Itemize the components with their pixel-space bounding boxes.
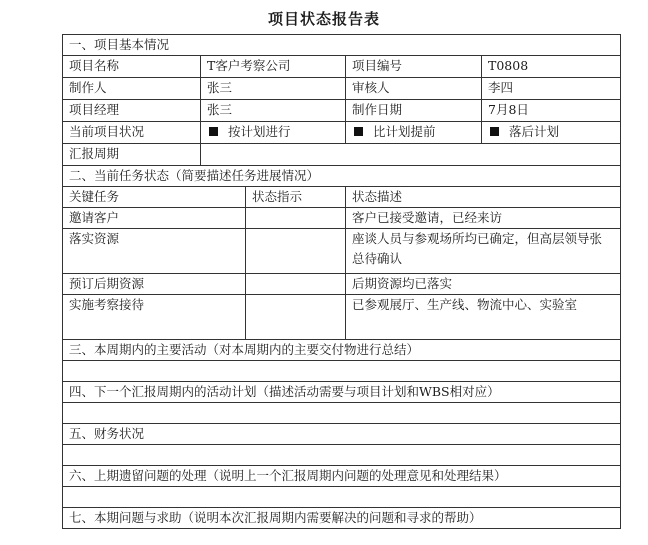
status-option-behind[interactable]: 落后计划 [482, 122, 621, 144]
task-indicator [246, 208, 346, 229]
header-key-task: 关键任务 [63, 187, 246, 208]
finance-content[interactable] [63, 445, 621, 466]
task-name: 落实资源 [63, 229, 246, 274]
task-description: 客户已接受邀请，已经来访 [346, 208, 621, 229]
task-indicator [246, 274, 346, 295]
legacy-issues-content[interactable] [63, 487, 621, 508]
task-indicator [246, 295, 346, 340]
status-label: 当前项目状况 [63, 122, 201, 144]
section-next-plan: 四、下一个汇报周期内的活动计划（描述活动需要与项目计划和WBS相对应） [63, 382, 621, 403]
reviewer-label: 审核人 [346, 78, 482, 100]
project-code-label: 项目编号 [346, 56, 482, 78]
project-code-value: T0808 [482, 56, 621, 78]
section-legacy-issues: 六、上期遗留问题的处理（说明上一个汇报周期内问题的处理意见和处理结果） [63, 466, 621, 487]
next-plan-content[interactable] [63, 403, 621, 424]
task-description: 已参观展厅、生产线、物流中心、实验室 [346, 295, 621, 340]
header-status-description: 状态描述 [346, 187, 621, 208]
filled-checkbox-icon [354, 127, 363, 136]
period-value[interactable] [201, 144, 621, 166]
reviewer-value: 李四 [482, 78, 621, 100]
section-current-issues: 七、本期问题与求助（说明本次汇报周期内需要解决的问题和寻求的帮助） [63, 508, 621, 529]
task-name: 实施考察接待 [63, 295, 246, 340]
period-label: 汇报周期 [63, 144, 201, 166]
header-status-indicator: 状态指示 [246, 187, 346, 208]
date-label: 制作日期 [346, 100, 482, 122]
section-task-status: 二、当前任务状态（简要描述任务进展情况） [63, 166, 621, 187]
task-name: 预订后期资源 [63, 274, 246, 295]
filled-checkbox-icon [490, 127, 499, 136]
main-activities-content[interactable] [63, 361, 621, 382]
maker-value: 张三 [201, 78, 346, 100]
report-table [62, 34, 621, 529]
task-description: 座谈人员与参观场所均已确定，但高层领导张总待确认 [346, 229, 621, 274]
manager-value: 张三 [201, 100, 346, 122]
page-title: 项目状态报告表 [267, 10, 380, 28]
status-option-on-plan[interactable]: 按计划进行 [201, 122, 346, 144]
task-name: 邀请客户 [63, 208, 246, 229]
project-name-value: T客户考察公司 [201, 56, 346, 78]
project-name-label: 项目名称 [63, 56, 201, 78]
section-basic-info: 一、项目基本情况 [63, 35, 621, 56]
task-indicator [246, 229, 346, 274]
manager-label: 项目经理 [63, 100, 201, 122]
section-finance: 五、财务状况 [63, 424, 621, 445]
section-main-activities: 三、本周期内的主要活动（对本周期内的主要交付物进行总结） [63, 340, 621, 361]
status-option-ahead[interactable]: 比计划提前 [346, 122, 482, 144]
maker-label: 制作人 [63, 78, 201, 100]
date-value: 7月8日 [482, 100, 621, 122]
task-description: 后期资源均已落实 [346, 274, 621, 295]
filled-checkbox-icon [209, 127, 218, 136]
